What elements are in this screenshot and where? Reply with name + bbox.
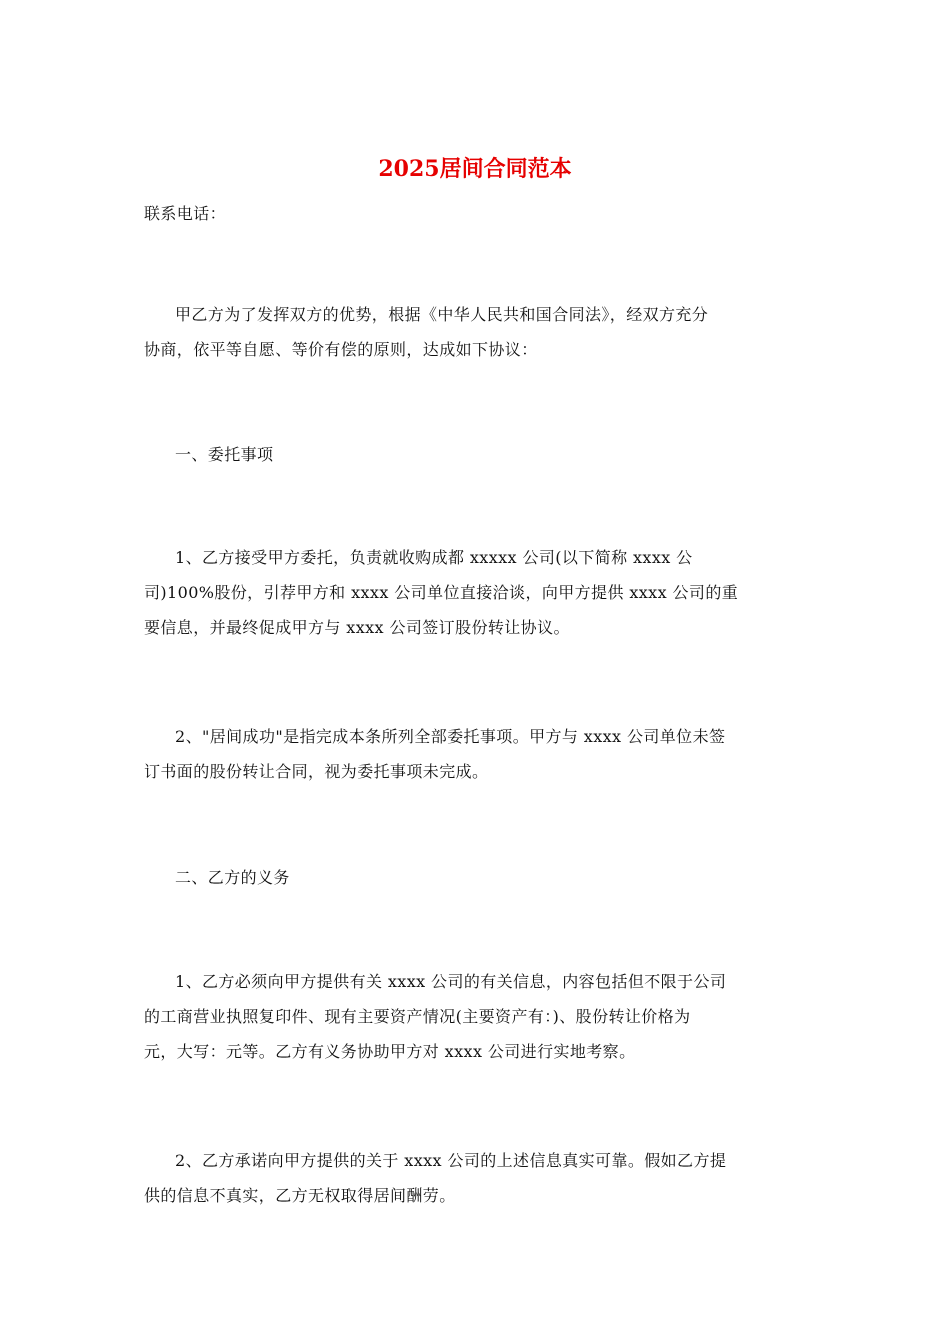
section2-item2-paragraph (144, 1143, 806, 1213)
section1-item2-paragraph (144, 719, 806, 789)
intro-line-2: 协商，依平等自愿、等价有偿的原则，达成如下协议： (144, 340, 538, 359)
document-title: 2025居间合同范本 (378, 156, 572, 182)
section1-item1-line-2: 司)100%股份，引荐甲方和 xxxx 公司单位直接洽谈，向甲方提供 xxxx 公司的重 (144, 583, 739, 602)
section1-heading (144, 437, 806, 472)
section2-item2-line-1: 2、乙方承诺向甲方提供的关于 xxxx 公司的上述信息真实可靠。假如乙方提 (175, 1151, 727, 1170)
section1-item1-line-1: 1、乙方接受甲方委托，负责就收购成都 xxxxx 公司(以下简称 xxxx 公 (175, 548, 693, 567)
section1-heading-text: 一、委托事项 (175, 445, 274, 464)
section2-item1-line-3: 元，大写：元等。乙方有义务协助甲方对 xxxx 公司进行实地考察。 (144, 1042, 636, 1061)
section2-heading (144, 860, 806, 895)
section1-item2-line-2: 订书面的股份转让合同，视为委托事项未完成。 (144, 762, 489, 781)
intro-paragraph (144, 297, 806, 367)
section2-item2-line-2: 供的信息不真实，乙方无权取得居间酬劳。 (144, 1186, 456, 1205)
contact-label: 联系电话： (144, 204, 227, 223)
section2-item1-line-1: 1、乙方必须向甲方提供有关 xxxx 公司的有关信息，内容包括但不限于公司 (175, 972, 727, 991)
section2-item1-paragraph (144, 964, 806, 1069)
section2-heading-text: 二、乙方的义务 (175, 868, 290, 887)
section1-item2-line-1: 2、"居间成功"是指完成本条所列全部委托事项。甲方与 xxxx 公司单位未签 (175, 727, 726, 746)
section1-item1-paragraph (144, 540, 806, 645)
section1-item1-line-3: 要信息，并最终促成甲方与 xxxx 公司签订股份转让协议。 (144, 618, 570, 637)
section2-item1-line-2: 的工商营业执照复印件、现有主要资产情况(主要资产有：)、股份转让价格为 (144, 1007, 691, 1026)
intro-line-1: 甲乙方为了发挥双方的优势，根据《中华人民共和国合同法》，经双方充分 (175, 305, 709, 324)
